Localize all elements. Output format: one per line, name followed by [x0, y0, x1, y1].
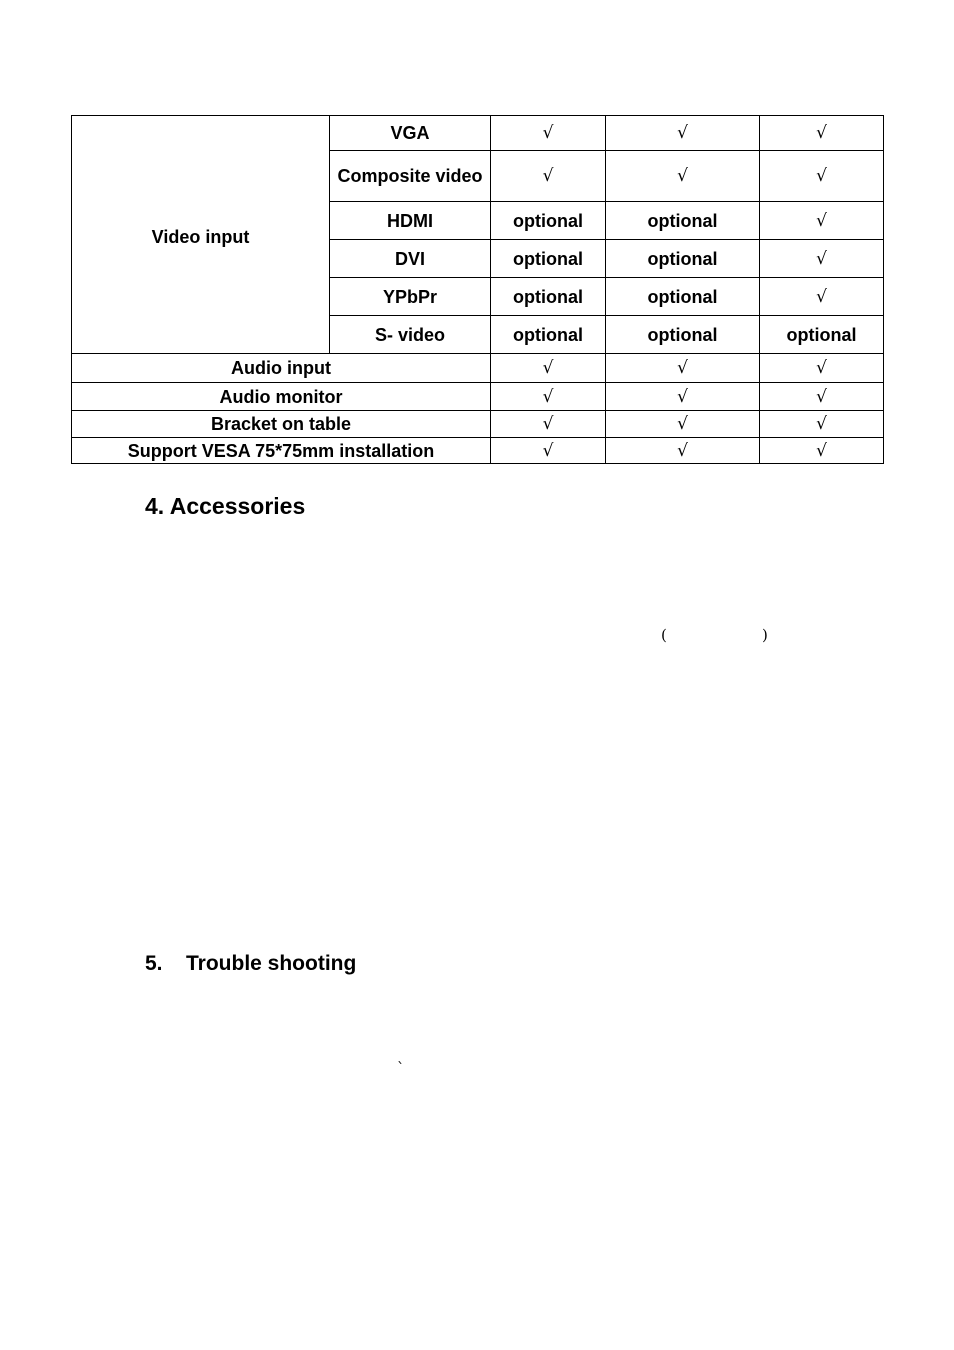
check-mark: √ — [760, 240, 884, 278]
table-row — [72, 383, 884, 411]
optional-value: optional — [606, 240, 760, 278]
check-mark: √ — [606, 383, 760, 411]
sub-row-label: Composite video — [330, 151, 491, 202]
check-mark: √ — [760, 438, 884, 464]
check-mark: √ — [606, 411, 760, 438]
check-mark: √ — [760, 202, 884, 240]
optional-value: optional — [760, 316, 884, 354]
sub-row-label: VGA — [330, 116, 491, 151]
check-mark: √ — [606, 151, 760, 202]
optional-value: optional — [606, 278, 760, 316]
check-mark: √ — [606, 438, 760, 464]
sub-row-label: DVI — [330, 240, 491, 278]
section-number: 5. — [145, 952, 163, 975]
accessories-heading: 4. Accessories — [145, 493, 306, 519]
check-mark: √ — [491, 354, 606, 383]
check-mark: √ — [760, 151, 884, 202]
feature-label: Audio input — [72, 354, 491, 383]
feature-label: Bracket on table — [72, 411, 491, 438]
check-mark: √ — [606, 116, 760, 151]
check-mark: √ — [760, 278, 884, 316]
check-mark: √ — [760, 411, 884, 438]
check-mark: √ — [606, 354, 760, 383]
optional-value: optional — [606, 202, 760, 240]
check-mark: √ — [491, 383, 606, 411]
trouble-shooting-heading — [145, 951, 356, 977]
section-title: Trouble shooting — [186, 952, 357, 975]
backtick-mark: ` — [397, 1059, 405, 1077]
feature-label: Support VESA 75*75mm installation — [72, 438, 491, 464]
feature-label: Audio monitor — [72, 383, 491, 411]
optional-value: optional — [491, 316, 606, 354]
table-row — [72, 411, 884, 438]
sub-row-label: S- video — [330, 316, 491, 354]
check-mark: √ — [491, 411, 606, 438]
check-mark: √ — [760, 116, 884, 151]
close-parenthesis: ) — [762, 626, 768, 644]
optional-value: optional — [491, 240, 606, 278]
table-row — [72, 438, 884, 464]
optional-value: optional — [606, 316, 760, 354]
optional-value: optional — [491, 202, 606, 240]
check-mark: √ — [491, 151, 606, 202]
check-mark: √ — [760, 383, 884, 411]
table-row — [72, 116, 884, 151]
check-mark: √ — [760, 354, 884, 383]
table-row — [72, 354, 884, 383]
check-mark: √ — [491, 116, 606, 151]
optional-value: optional — [491, 278, 606, 316]
open-parenthesis: ( — [661, 626, 667, 644]
check-mark: √ — [491, 438, 606, 464]
sub-row-label: YPbPr — [330, 278, 491, 316]
sub-row-label: HDMI — [330, 202, 491, 240]
spec-table — [71, 115, 884, 464]
video-input-label: Video input — [72, 116, 330, 354]
